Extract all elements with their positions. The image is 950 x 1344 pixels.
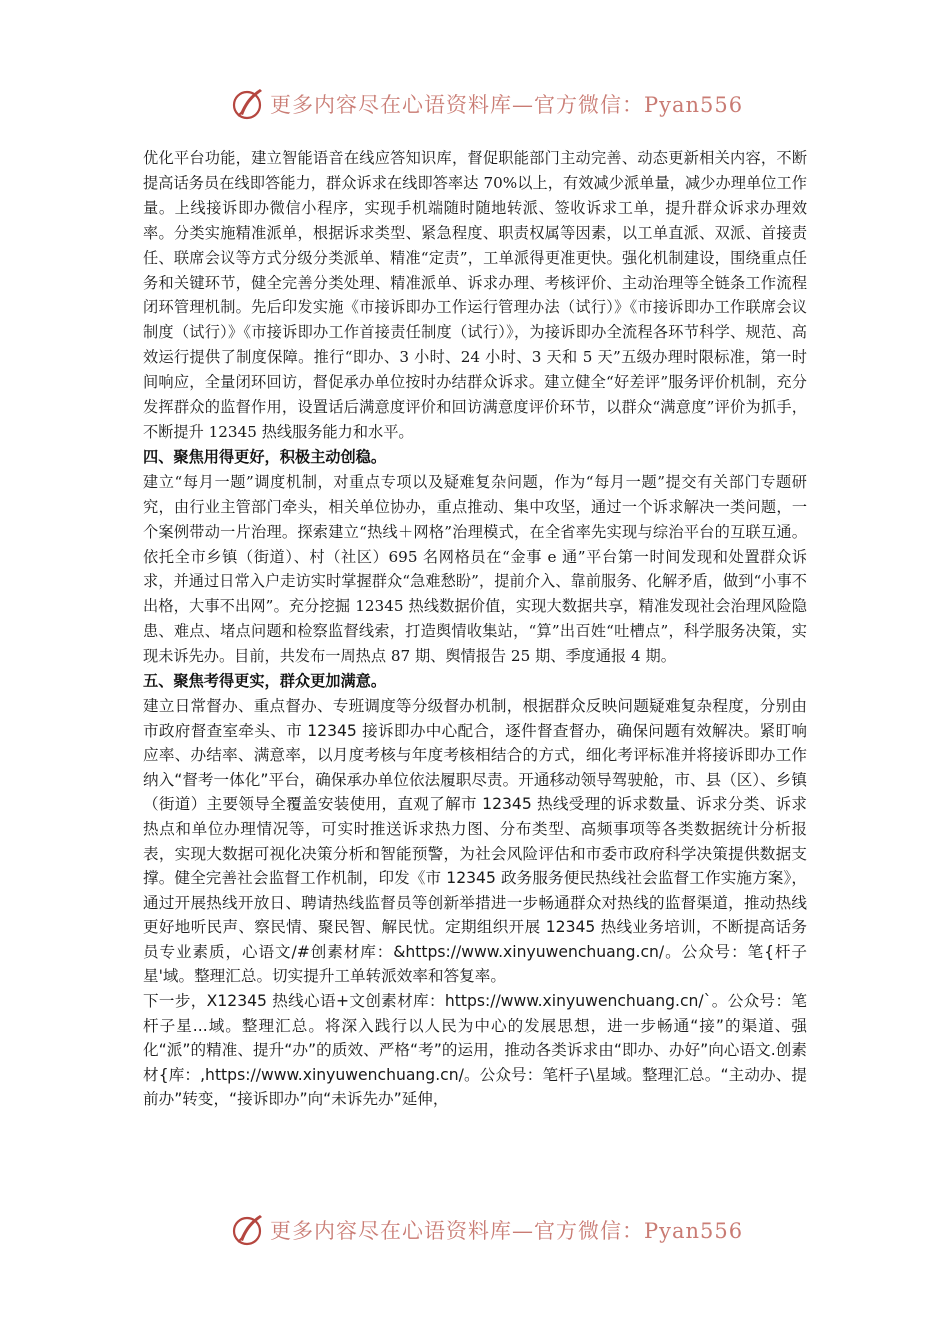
banner-text: 更多内容尽在心语资料库—官方微信：Pyan556 xyxy=(270,1219,744,1243)
footer-banner xyxy=(0,1208,950,1252)
section-heading-4: 四、聚焦用得更好，积极主动创稳。 xyxy=(143,447,386,466)
section-heading-5: 五、聚焦考得更实，群众更加满意。 xyxy=(143,672,386,691)
banner-text: 更多内容尽在心语资料库—官方微信：Pyan556 xyxy=(270,93,744,117)
paragraph-monthly-topic: 建立“每月一题”调度机制，对重点专项以及疑难复杂问题，作为“每月一题”提交有关部门专题研究，由行业主管部门牵头，相关单位协办，重点推动、集中攻坚，通过一个诉求解决一类问题，一个案例带动一片治理。探索建立“热线＋网格”治理模式，在全省率先实现与综治平台的互联互通。依托全市乡镇（街道）、村（社区）695 名网格员在“金事 e 通”平台第一时间发现和处置群众诉求，并通过日常入户走访实时掌握群众“急难愁盼”，提前介入、靠前服务、化解矛盾，做到“小事不出格，大事不出网”。充分挖掘 12345 热线数据价值，实现大数据共享，精准发现社会治理风险隐患、难点、堵点问题和检察监督线索，打造舆情收集站，“算”出百姓“吐槽点”，科学服务决策，实现未诉先办。目前，共发布一周热点 87 期、舆情报告 25 期、季度通报 4 期。 xyxy=(143,472,807,666)
quill-logo-icon xyxy=(230,1212,266,1248)
paragraph-next-steps: 下一步，X12345 热线心语+文创素材库：https://www.xinyuwenchuang.cn/`。公众号：笔杆子星...域。整理汇总。将深入践行以人民为中心的发展思想，进一步畅通“接”的渠道、强化“派”的精准、提升“办”的质效、严格“考”的运用，推动各类诉求由“即办、办好”向心语文.创素材{库：,https://www.xinyuwenchuang.cn/。公众号：笔杆子\星域。整理汇总。“主动办、提前办”转变，“接诉即办”向“未诉先办”延伸， xyxy=(143,992,807,1109)
paragraph-supervision: 建立日常督办、重点督办、专班调度等分级督办机制，根据群众反映问题疑难复杂程度，分别由市政府督查室牵头、市 12345 接诉即办中心配合，逐件督查督办，确保问题有效解决。紧盯响应率、办结率、满意率，以月度考核与年度考核相结合的方式，细化考评标准并将接诉即办工作纳入“督考一体化”平台，确保承办单位依法履职尽责。开通移动领导驾驶舱，市、县（区）、乡镇（街道）主要领导全覆盖安装使用，直观了解市 12345 热线受理的诉求数量、诉求分类、诉求热点和单位办理情况等，可实时推送诉求热力图、分布类型、高频事项等各类数据统计分析报表，实现大数据可视化决策分析和智能预警，为社会风险评估和市委市政府科学决策提供数据支撑。健全完善社会监督工作机制，印发《市 12345 政务服务便民热线社会监督工作实施方案》，通过开展热线开放日、聘请热线监督员等创新举措进一步畅通群众对热线的监督渠道，推动热线更好地听民声、察民情、聚民智、解民忧。定期组织开展 12345 热线业务培训，不断提高话务员专业素质，心语文/#创素材库：&https://www.xinyuwenchuang.cn/。公众号：笔{杆子星'域。整理汇总。切实提升工单转派效率和答复率。 xyxy=(143,696,807,986)
header-banner xyxy=(0,82,950,126)
document-body xyxy=(143,146,807,1112)
quill-logo-icon xyxy=(230,86,266,122)
paragraph-platform-optimization: 优化平台功能，建立智能语音在线应答知识库，督促职能部门主动完善、动态更新相关内容，不断提高话务员在线即答能力，群众诉求在线即答率达 70%以上，有效减少派单量，减少办理单位工作量。上线接诉即办微信小程序，实现手机端随时随地转派、签收诉求工单，提升群众诉求办理效率。分类实施精准派单，根据诉求类型、紧急程度、职责权属等因素，以工单直派、双派、首接责任、联席会议等方式分级分类派单、精准“定责”，工单派得更准更快。强化机制建设，围绕重点任务和关键环节，健全完善分类处理、精准派单、诉求办理、考核评价、主动治理等全链条工作流程闭环管理机制。先后印发实施《市接诉即办工作运行管理办法（试行）》《市接诉即办工作联席会议制度（试行）》《市接诉即办工作首接责任制度（试行）》，为接诉即办全流程各环节科学、规范、高效运行提供了制度保障。推行“即办、3 小时、24 小时、3 天和 5 天”五级办理时限标准，第一时间响应，全量闭环回访，督促承办单位按时办结群众诉求。建立健全“好差评”服务评价机制，充分发挥群众的监督作用，设置话后满意度评价和回访满意度评价环节，以群众“满意度”评价为抓手，不断提升 12345 热线服务能力和水平。 xyxy=(143,149,807,441)
